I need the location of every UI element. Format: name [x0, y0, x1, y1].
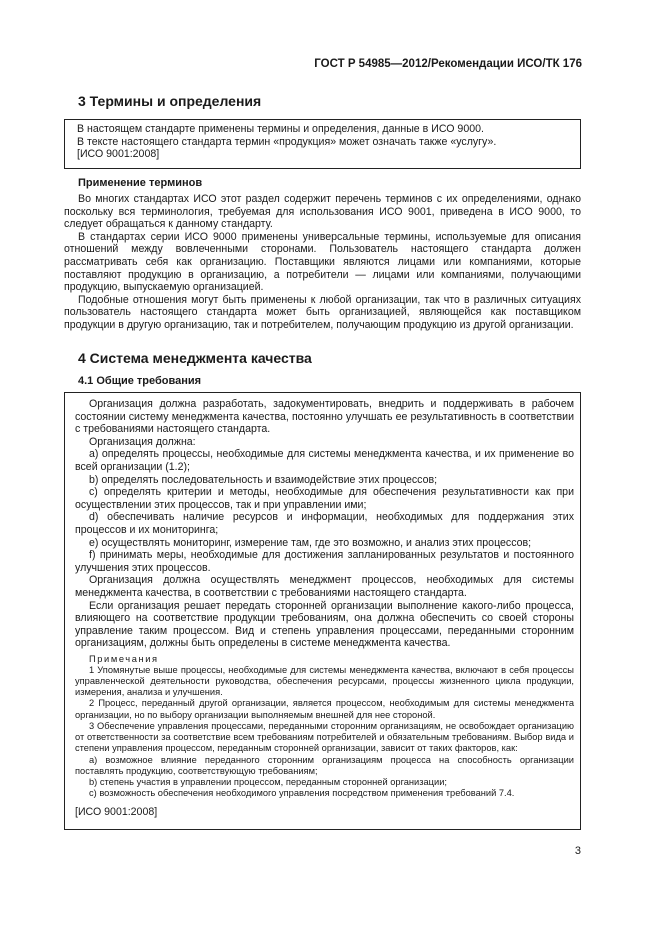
- list-item: b) определять последовательность и взаимодействие этих процессов;: [89, 473, 438, 486]
- notes-title: Примечания: [89, 653, 159, 664]
- reference: [ИСО 9001:2008]: [75, 806, 158, 819]
- terms-usage-title: Применение терминов: [78, 177, 203, 189]
- paragraph: Если организация решает передать сторонней организации выполнение какого-либо процесса, влияющего на соответствие продукции требованиям, она должна обеспечить со своей стороны управление таким процессом. Вид и степень управления процессами, переданными сторонним организациям, должны быть определены в системе менеджмента качества.: [75, 599, 574, 650]
- note: 3 Обеспечение управления процессами, переданными сторонним организациям, не освобождает организацию от ответственности за соответствие всем требованиям потребителей и обязательным требованиям. Выбор вида и степени управления процессом, переданным сторонней организации, зависит от таких факторов, как:: [75, 720, 574, 754]
- page-number: 3: [574, 845, 581, 857]
- note: c) возможность обеспечения необходимого управления посредством применения требований 7.4.: [89, 788, 515, 799]
- section-3-text: [64, 193, 581, 332]
- paragraph: Организация должна:: [89, 435, 196, 448]
- page-header: ГОСТ Р 54985—2012/Рекомендации ИСО/ТК 176: [314, 58, 582, 70]
- list-item: e) осуществлять мониторинг, измерение там, где это возможно, и анализ этих процессов;: [89, 536, 532, 549]
- paragraph: Во многих стандартах ИСО этот раздел содержит перечень терминов с их определениями, однако поскольку вся терминология, требуемая для использования ИСО 9001, приведена в ИСО 9000, то следует обращаться к данному стандарту.: [64, 193, 581, 231]
- list-item: d) обеспечивать наличие ресурсов и информации, необходимых для поддержания этих процессов и их мониторинга;: [75, 511, 574, 536]
- list-item: a) определять процессы, необходимые для системы менеджмента качества, и их применение во всей организации (1.2);: [75, 448, 574, 473]
- paragraph: Организация должна разработать, задокументировать, внедрить и поддерживать в рабочем состоянии систему менеджмента качества, постоянно улучшать ее результативность в соответствии с требованиями настоящего стандарта.: [75, 398, 574, 436]
- definitions-box: [64, 119, 581, 169]
- box-line: [ИСО 9001:2008]: [77, 148, 160, 161]
- list-item: c) определять критерии и методы, необходимые для обеспечения результативности как при осуществлении этих процессов, так и при управлении ими;: [75, 486, 574, 511]
- section-3-title: 3 Термины и определения: [78, 93, 262, 109]
- paragraph: Подобные отношения могут быть применены к любой организации, так что в различных ситуациях пользователь настоящего стандарта может быть организацией, являющейся как поставщиком продукции в другую организацию, так и потребителем, получающим продукцию из другой организации.: [64, 293, 581, 331]
- note: b) степень участия в управлении процессом, переданным сторонней организации;: [89, 776, 447, 787]
- note: a) возможное влияние переданного сторонним организациям процесса на способность организации поставлять продукцию, соответствующую требованиям;: [75, 754, 574, 776]
- requirements-box: [64, 392, 581, 830]
- note: 2 Процесс, переданный другой организации, является процессом, необходимым для системы менеджмента организации, но по выбору организации выполняемым внешней для нее стороной.: [75, 698, 574, 720]
- box-line: В настоящем стандарте применены термины и определения, данные в ИСО 9000.: [77, 123, 484, 135]
- note: 1 Упомянутые выше процессы, необходимые для системы менеджмента качества, включают в себя процессы управленческой деятельности руководства, обеспечения ресурсами, процессы жизненного цикла продукции, измерения, анализа и улучшения.: [75, 664, 574, 698]
- list-item: f) принимать меры, необходимые для достижения запланированных результатов и постоянного улучшения этих процессов.: [75, 549, 574, 574]
- general-requirements-title: 4.1 Общие требования: [78, 375, 202, 387]
- paragraph: В стандартах серии ИСО 9000 применены универсальные термины, используемые для описания отношений между вовлеченными сторонами. Пользователь настоящего стандарта должен рассматривать себя как организацию. Поставщики являются лицами или компаниями, которые поставляют продукцию в организацию, а потребители — лицами или компаниями, получающими продукцию, выпускаемую организацией.: [64, 230, 581, 294]
- box-line: В тексте настоящего стандарта термин «продукция» может означать также «услугу».: [77, 135, 497, 148]
- notes: [75, 654, 574, 799]
- section-4-title: 4 Система менеджмента качества: [78, 350, 312, 366]
- paragraph: Организация должна осуществлять менеджмент процессов, необходимых для системы менеджмента качества, в соответствии с требованиями настоящего стандарта.: [75, 574, 574, 599]
